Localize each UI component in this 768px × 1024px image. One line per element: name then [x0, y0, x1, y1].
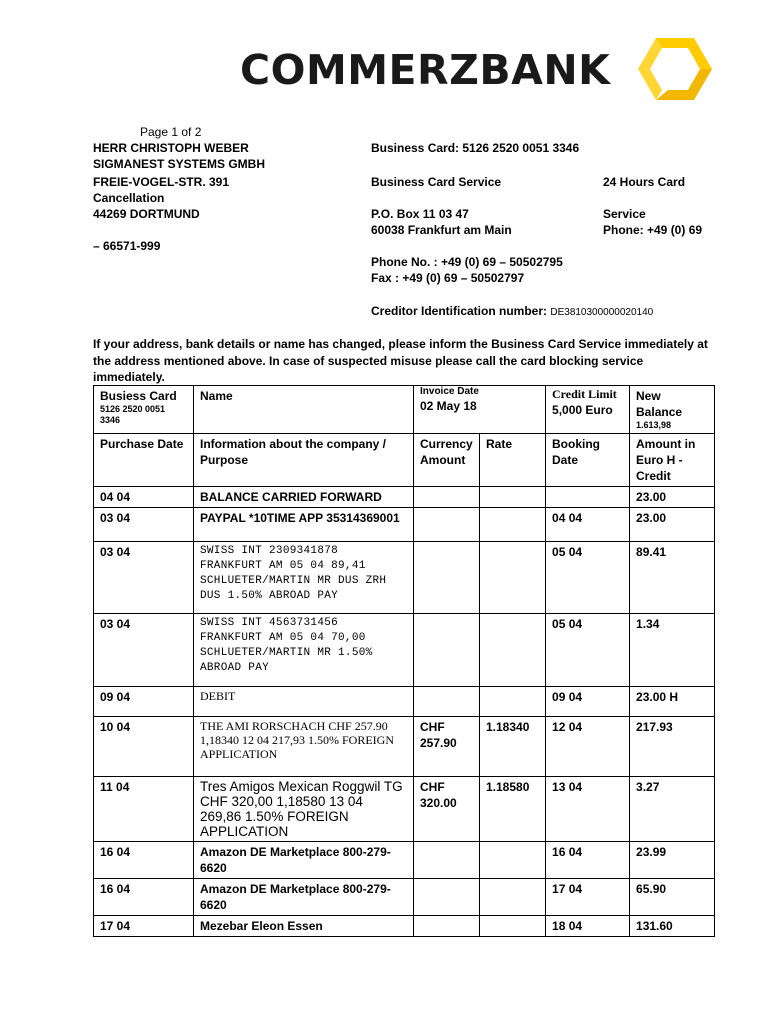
table-header-row — [94, 434, 715, 487]
col-currency: Currency Amount — [414, 434, 480, 487]
creditor-id-line — [371, 303, 653, 321]
row-currency — [414, 614, 480, 687]
table-row — [94, 487, 715, 508]
card-cell — [94, 386, 194, 434]
row-amount: 23.99 — [630, 842, 715, 879]
credit-value: 5,000 Euro — [552, 403, 613, 417]
row-currency — [414, 508, 480, 542]
service-po-box: P.O. Box 11 03 47 — [371, 207, 469, 221]
booking-date: 09 04 — [546, 687, 630, 717]
customer-note: Cancellation — [93, 191, 165, 205]
booking-date: 12 04 — [546, 717, 630, 777]
row-rate: 1.18580 — [480, 777, 546, 842]
table-row — [94, 916, 715, 937]
purchase-date: 17 04 — [94, 916, 194, 937]
service-phone: Phone No. : +49 (0) 69 – 50502795 — [371, 255, 563, 269]
invoice-label: Invoice Date — [420, 386, 479, 397]
purchase-date: 03 04 — [94, 614, 194, 687]
service-hours-a: 24 Hours Card — [603, 175, 686, 189]
purchase-date: 09 04 — [94, 687, 194, 717]
row-currency — [414, 542, 480, 614]
creditor-id-value: DE3810300000020140 — [550, 307, 654, 318]
row-info: Tres Amigos Mexican Roggwil TG CHF 320,00 1,18580 13 04 269,86 1.50% FOREIGN APPLICATION — [194, 777, 414, 842]
purchase-date: 16 04 — [94, 842, 194, 879]
row-amount: 3.27 — [630, 777, 715, 842]
row-info: BALANCE CARRIED FORWARD — [194, 487, 414, 508]
col-booking: Booking Date — [546, 434, 630, 487]
row-info: Amazon DE Marketplace 800-279-6620 — [194, 842, 414, 879]
row-amount: 89.41 — [630, 542, 715, 614]
credit-cell — [546, 386, 630, 434]
row-currency — [414, 842, 480, 879]
address-change-notice: If your address, bank details or name has changed, please inform the Business Card Service immediately at the address mentioned above. In case of suspected misuse please call the card blocking service immediately. — [93, 337, 708, 384]
row-amount: 131.60 — [630, 916, 715, 937]
service-fax: Fax : +49 (0) 69 – 50502797 — [371, 271, 525, 285]
booking-date: 16 04 — [546, 842, 630, 879]
purchase-date: 16 04 — [94, 879, 194, 916]
booking-date: 05 04 — [546, 614, 630, 687]
row-rate — [480, 916, 546, 937]
row-currency — [414, 879, 480, 916]
new-balance-cell — [630, 386, 715, 434]
col-purchase-date: Purchase Date — [94, 434, 194, 487]
row-rate — [480, 614, 546, 687]
table-row — [94, 842, 715, 879]
card-label: Busiess Card — [100, 389, 177, 403]
table-row — [94, 717, 715, 777]
name-label: Name — [194, 386, 414, 434]
row-amount: 217.93 — [630, 717, 715, 777]
row-amount: 23.00 — [630, 487, 715, 508]
col-amount: Amount in Euro H - Credit — [630, 434, 715, 487]
row-rate — [480, 508, 546, 542]
booking-date: 17 04 — [546, 879, 630, 916]
invoice-cell — [414, 386, 546, 434]
new-balance-label: New Balance — [636, 389, 683, 419]
credit-label: Credit Limit — [552, 387, 617, 401]
service-hours-phone: Phone: +49 (0) 69 — [603, 223, 703, 237]
commerzbank-ribbon-logo-icon — [638, 36, 712, 102]
table-row — [94, 614, 715, 687]
table-row — [94, 879, 715, 916]
table-row — [94, 508, 715, 542]
col-rate: Rate — [480, 434, 546, 487]
row-rate — [480, 879, 546, 916]
booking-date: 13 04 — [546, 777, 630, 842]
row-amount: 23.00 — [630, 508, 715, 542]
row-amount: 1.34 — [630, 614, 715, 687]
row-currency — [414, 916, 480, 937]
row-info: SWISS INT 2309341878 FRANKFURT AM 05 04 89,41 SCHLUETER/MARTIN MR DUS ZRH DUS 1.50% ABROAD PAY — [194, 542, 414, 614]
row-rate — [480, 542, 546, 614]
bank-logo-wordmark: COMMERZBANK — [240, 46, 611, 94]
row-currency: CHF 257.90 — [414, 717, 480, 777]
booking-date — [546, 487, 630, 508]
table-row — [94, 777, 715, 842]
purchase-date: 11 04 — [94, 777, 194, 842]
table-row — [94, 687, 715, 717]
card-number: 5126 2520 0051 3346 — [100, 404, 166, 425]
service-name: Business Card Service — [371, 175, 502, 189]
service-city: 60038 Frankfurt am Main — [371, 223, 512, 237]
creditor-id-label: Creditor Identification number: — [371, 304, 548, 318]
row-info: THE AMI RORSCHACH CHF 257.90 1,18340 12 04 217,93 1.50% FOREIGN APPLICATION — [194, 717, 414, 777]
customer-name: HERR CHRISTOPH WEBER — [93, 141, 249, 155]
new-balance-value: 1.613,98 — [636, 420, 672, 430]
row-info: PAYPAL *10TIME APP 35314369001 — [194, 508, 414, 542]
row-currency: CHF 320.00 — [414, 777, 480, 842]
booking-date: 18 04 — [546, 916, 630, 937]
purchase-date: 10 04 — [94, 717, 194, 777]
row-rate — [480, 687, 546, 717]
service-hours-b: Service — [603, 207, 646, 221]
page-number: Page 1 of 2 — [140, 125, 202, 139]
table-row — [94, 542, 715, 614]
customer-company: SIGMANEST SYSTEMS GMBH — [93, 157, 266, 171]
invoice-date: 02 May 18 — [420, 399, 477, 413]
row-rate — [480, 487, 546, 508]
row-rate — [480, 842, 546, 879]
row-rate: 1.18340 — [480, 717, 546, 777]
purchase-date: 03 04 — [94, 508, 194, 542]
col-info: Information about the company / Purpose — [194, 434, 414, 487]
row-info: Mezebar Eleon Essen — [194, 916, 414, 937]
table-summary-row — [94, 386, 715, 434]
row-amount: 65.90 — [630, 879, 715, 916]
row-currency — [414, 487, 480, 508]
row-info: SWISS INT 4563731456 FRANKFURT AM 05 04 70,00 SCHLUETER/MARTIN MR 1.50% ABROAD PAY — [194, 614, 414, 687]
purchase-date: 03 04 — [94, 542, 194, 614]
booking-date: 04 04 — [546, 508, 630, 542]
customer-street: FREIE-VOGEL-STR. 391 — [93, 175, 230, 189]
row-amount: 23.00 H — [630, 687, 715, 717]
customer-phone: – 66571-999 — [93, 239, 161, 253]
booking-date: 05 04 — [546, 542, 630, 614]
row-info: DEBIT — [194, 687, 414, 717]
row-currency — [414, 687, 480, 717]
purchase-date: 04 04 — [94, 487, 194, 508]
row-info: Amazon DE Marketplace 800-279-6620 — [194, 879, 414, 916]
statement-table — [93, 385, 715, 937]
customer-city: 44269 DORTMUND — [93, 207, 200, 221]
business-card-number: Business Card: 5126 2520 0051 3346 — [371, 141, 580, 155]
